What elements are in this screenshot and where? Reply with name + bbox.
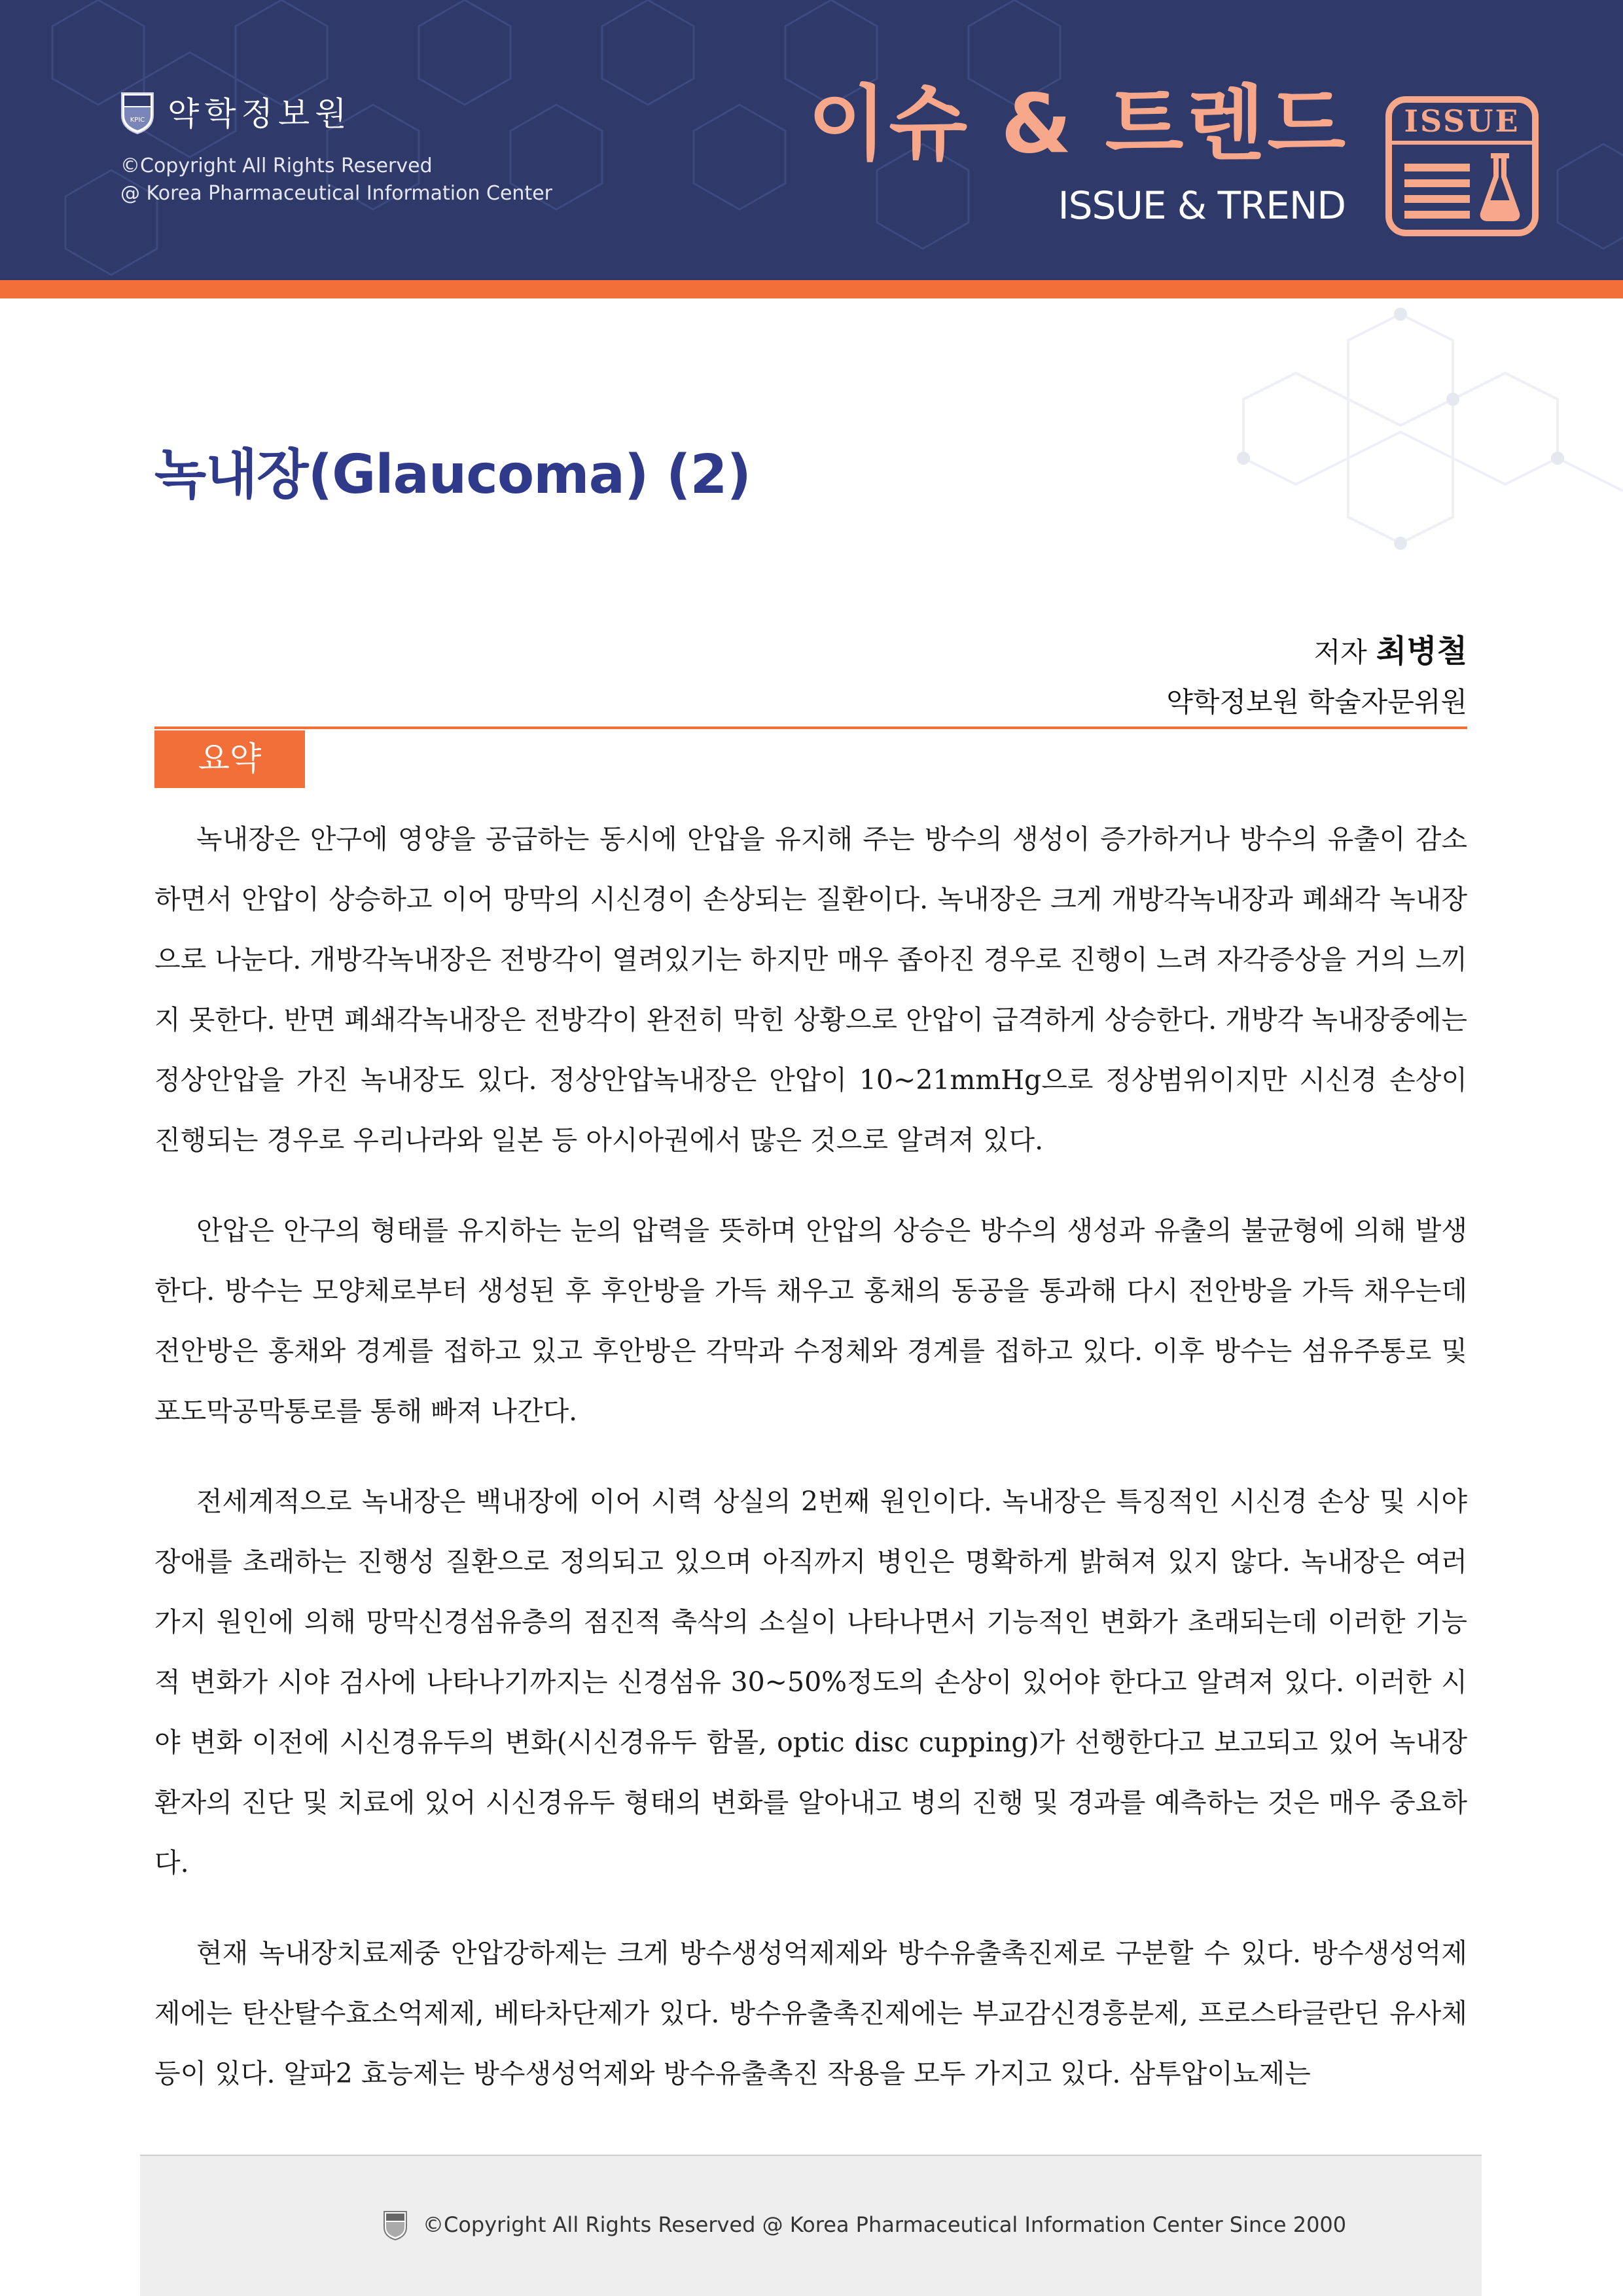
header-copyright-line1: ©Copyright All Rights Reserved bbox=[120, 154, 433, 177]
section-label-summary: 요약 bbox=[154, 730, 305, 788]
issue-badge-label: ISSUE bbox=[1404, 103, 1520, 139]
footer-copyright: ©Copyright All Rights Reserved @ Korea Pharmaceutical Information Center Since 2000 bbox=[423, 2212, 1347, 2237]
body-paragraph: 전세계적으로 녹내장은 백내장에 이어 시력 상실의 2번째 원인이다. 녹내장은 특징적인 시신경 손상 및 시야 장애를 초래하는 진행성 질환으로 정의되고 있으며 아직까지 병인은 명확하게 밝혀져 있지 않다. 녹내장은 여러 가지 원인에 의해 망막신경섬유층의 점진적 축삭의 소실이 나타나면서 기능적인 변화가 초래되는데 이러한 기능적 변화가 시야 검사에 나타나기까지는 신경섬유 30~50%정도의 손상이 있어야 한다고 알려져 있다. 이러한 시야 변화 이전에 시신경유두의 변화(시신경유두 함몰, optic disc cupping)가 선행한다고 보고되고 있어 녹내장 환자의 진단 및 치료에 있어 시신경유두 형태의 변화를 알아내고 병의 진행 및 경과를 예측하는 것은 매우 중요하다. bbox=[154, 1486, 1468, 1878]
author-affiliation: 약학정보원 학술자문위원 bbox=[1166, 686, 1467, 718]
logo-text: KPIC bbox=[130, 117, 145, 124]
body-paragraph: 현재 녹내장치료제중 안압강하제는 크게 방수생성억제제와 방수유출촉진제로 구분할 수 있다. 방수생성억제제에는 탄산탈수효소억제제, 베타차단제가 있다. 방수유출촉진제에는 부교감신경흥분제, 프로스타글란딘 유사체 등이 있다. 알파2 효능제는 방수생성억제와 방수유출촉진 작용을 모두 가지고 있다. 삼투압이뇨제는 bbox=[154, 1937, 1467, 2089]
author-line bbox=[1314, 626, 1467, 671]
header-copyright-line2: @ Korea Pharmaceutical Information Center bbox=[120, 182, 552, 205]
issue-trend-title: 이슈 & 트렌드 bbox=[808, 77, 1348, 171]
org-name: 약학정보원 bbox=[168, 95, 352, 133]
molecule-background-decoration bbox=[982, 301, 1623, 668]
article-title: 녹내장(Glaucoma) (2) bbox=[154, 444, 751, 506]
section-divider bbox=[154, 726, 1467, 729]
kpic-shield-logo-icon bbox=[119, 90, 156, 135]
author-label: 저자 bbox=[1313, 636, 1367, 668]
body-paragraph: 녹내장은 안구에 영양을 공급하는 동시에 안압을 유지해 주는 방수의 생성이 증가하거나 방수의 유출이 감소하면서 안압이 상승하고 이어 망막의 시신경이 손상되는 질환이다. 녹내장은 크게 개방각녹내장과 폐쇄각 녹내장으로 나눈다. 개방각녹내장은 전방각이 열려있기는 하지만 매우 좁아진 경우로 진행이 느려 자각증상을 거의 느끼지 못한다. 반면 폐쇄각녹내장은 전방각이 완전히 막힌 상황으로 안압이 급격하게 상승한다. 개방각 녹내장중에는 정상안압을 가진 녹내장도 있다. 정상안압녹내장은 안압이 10~21mmHg으로 정상범위이지만 시신경 손상이 진행되는 경우로 우리나라와 일본 등 아시아권에서 많은 것으로 알려져 있다. bbox=[154, 823, 1467, 1156]
article-body bbox=[154, 809, 1467, 2134]
header-accent-bar bbox=[0, 280, 1623, 298]
body-paragraph: 안압은 안구의 형태를 유지하는 눈의 압력을 뜻하며 안압의 상승은 방수의 생성과 유출의 불균형에 의해 발생한다. 방수는 모양체로부터 생성된 후 후안방을 가득 채우고 홍채의 동공을 통과해 다시 전안방을 가득 채우는데 전안방은 홍채와 경계를 접하고 있고 후안방은 각막과 수정체와 경계를 접하고 있다. 이후 방수는 섬유주통로 및 포도막공막통로를 통해 빠져 나간다. bbox=[154, 1215, 1467, 1427]
page-header bbox=[0, 0, 1623, 280]
author-name: 최병철 bbox=[1376, 633, 1467, 670]
footer-logo-icon bbox=[382, 2210, 408, 2241]
issue-trend-subtitle: ISSUE & TREND bbox=[1058, 183, 1346, 228]
